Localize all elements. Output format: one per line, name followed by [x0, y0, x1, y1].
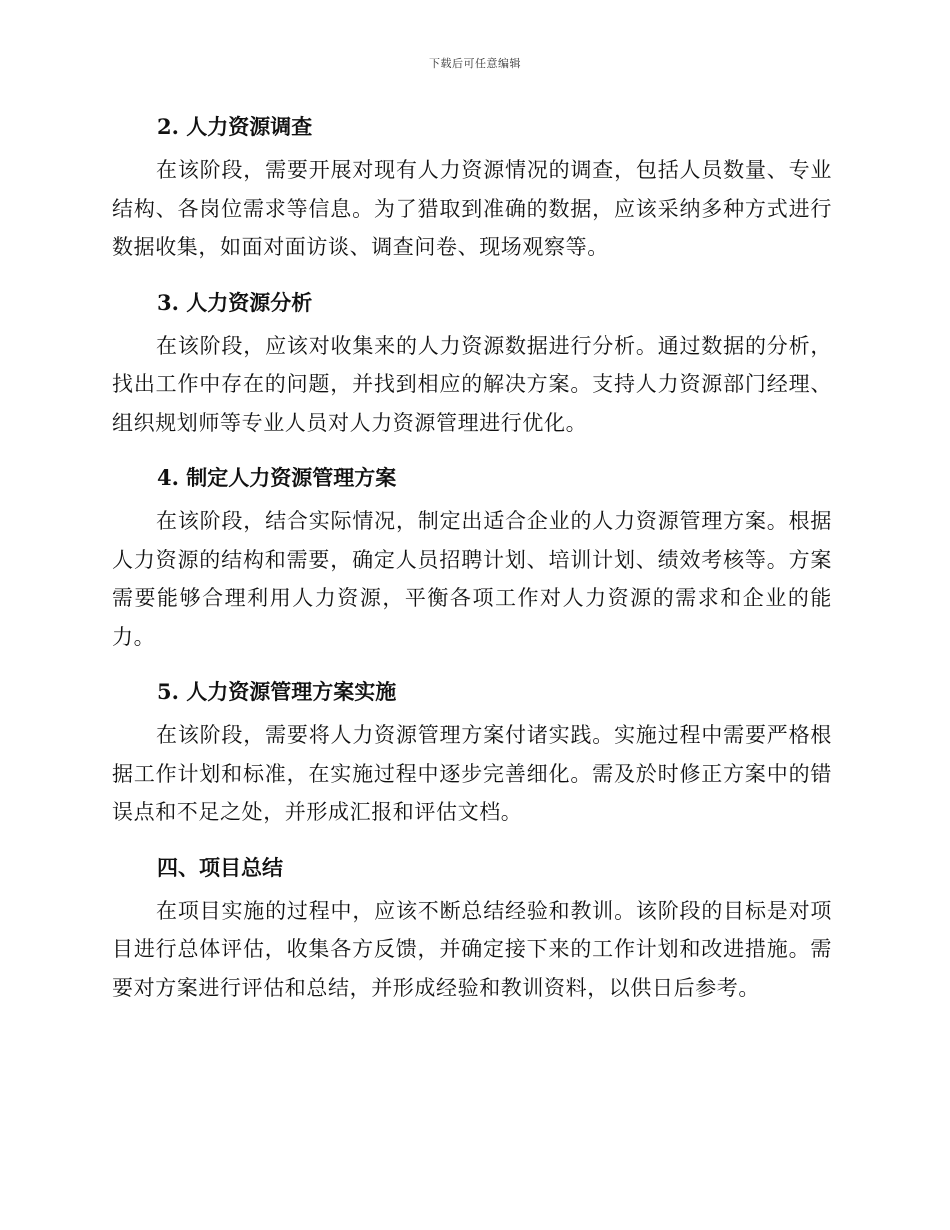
section-paragraph: 在项目实施的过程中，应该不断总结经验和教训。该阶段的目标是对项目进行总体评估，收集各方反馈，并确定接下来的工作计划和改进措施。需要对方案进行评估和总结，并形成经验和教训资料，以供日后参考。: [112, 898, 832, 1000]
section-paragraph: 在该阶段，需要将人力资源管理方案付诸实践。实施过程中需要严格根据工作计划和标准，在实施过程中逐步完善细化。需及於时修正方案中的错误点和不足之处，并形成汇报和评估文档。: [112, 723, 832, 824]
section-heading: 2. 人力资源调查: [157, 114, 313, 139]
section-project-summary: [112, 849, 832, 1008]
header-note: 下载后可任意编辑: [429, 57, 521, 70]
section-heading: 四、项目总结: [157, 854, 283, 880]
section-heading: 3. 人力资源分析: [157, 289, 313, 315]
section-hr-survey: [112, 108, 832, 267]
section-paragraph: 在该阶段，应该对收集来的人力资源数据进行分析。通过数据的分析，找出工作中存在的问题，并找到相应的解决方案。支持人力资源部门经理、组织规划师等专业人员对人力资源管理进行优化。: [112, 333, 832, 435]
section-hr-analysis: [112, 284, 832, 443]
section-plan-implementation: [112, 673, 832, 832]
document-body: [112, 108, 832, 1024]
section-paragraph: 在该阶段，需要开展对现有人力资源情况的调查，包括人员数量、专业结构、各岗位需求等信息。为了猎取到准确的数据，应该采纳多种方式进行数据收集，如面对面访谈、调查问卷、现场观察等。: [112, 158, 832, 259]
section-heading: 4. 制定人力资源管理方案: [157, 465, 397, 490]
section-heading: 5. 人力资源管理方案实施: [157, 679, 397, 704]
section-hr-plan: [112, 459, 832, 656]
section-paragraph: 在该阶段，结合实际情况，制定出适合企业的人力资源管理方案。根据人力资源的结构和需要，确定人员招聘计划、培训计划、绩效考核等。方案需要能够合理利用人力资源，平衡各项工作对人力资源的需求和企业的能力。: [112, 509, 832, 649]
